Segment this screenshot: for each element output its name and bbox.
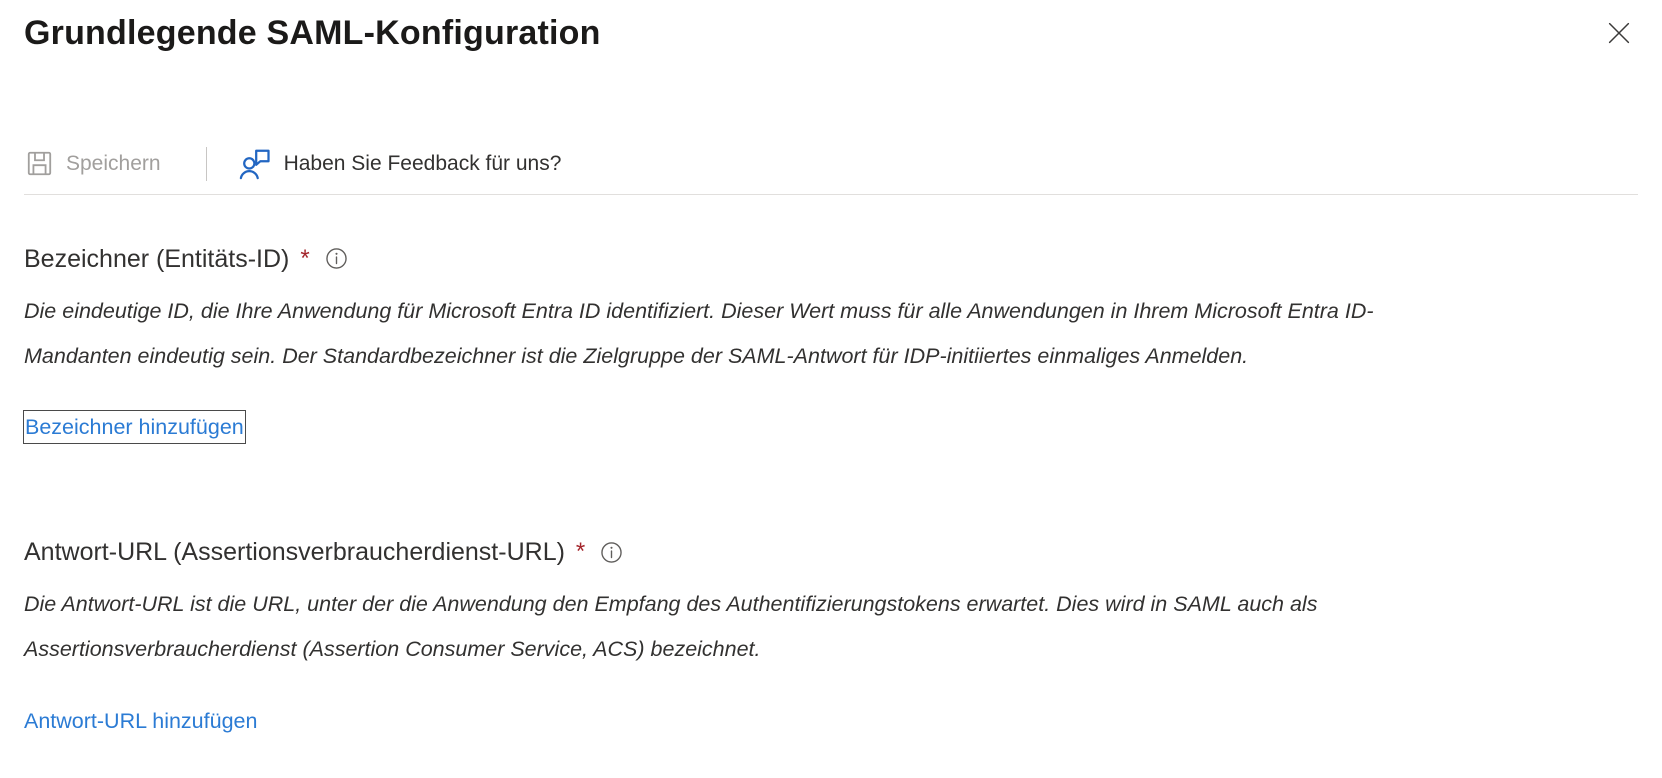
panel-header [24,8,1638,79]
section-identifier-description: Die eindeutige ID, die Ihre Anwendung für Microsoft Entra ID identifiziert. Dieser Wert muss für alle Anwendungen in Ihrem Microsoft Entra ID-Mandanten eindeutig sein. Der Standardbezeichner ist die Zielgruppe der SAML-Antwort für IDP-initiiertes einmaliges Anmelden. [24,298,1374,368]
section-reply-url-heading: Antwort-URL (Assertionsverbraucherdienst-URL) [24,538,565,567]
close-button[interactable] [1602,16,1636,50]
section-identifier-heading: Bezeichner (Entitäts-ID) [24,244,290,273]
feedback-icon [237,146,273,182]
page-title: Grundlegende SAML-Konfiguration [24,14,601,52]
feedback-button[interactable] [237,146,562,182]
close-icon [1604,18,1634,48]
add-identifier-link[interactable]: Bezeichner hinzufügen [25,412,244,442]
required-asterisk: * [575,538,586,566]
save-icon [24,148,55,179]
section-reply-url-description: Die Antwort-URL ist die URL, unter der die Anwendung den Empfang des Authentifizierungstokens erwartet. Dies wird in SAML auch als Assertionsverbraucherdienst (Assertion Consumer Service, ACS) bezeichnet. [24,592,1318,662]
section-reply-url [24,536,1638,736]
info-icon[interactable] [325,247,348,270]
toolbar-divider [24,194,1638,195]
command-bar [24,143,1638,185]
toolbar-separator [206,147,207,181]
feedback-button-label: Haben Sie Feedback für uns? [283,151,562,175]
save-button[interactable] [24,148,161,179]
add-reply-url-link[interactable]: Antwort-URL hinzufügen [24,708,258,733]
save-button-label: Speichern [66,151,161,175]
section-reply-url-heading-row [24,536,1638,568]
info-icon[interactable] [600,541,623,564]
section-identifier-heading-row [24,243,1638,275]
section-identifier [24,243,1638,443]
required-asterisk: * [300,244,310,272]
